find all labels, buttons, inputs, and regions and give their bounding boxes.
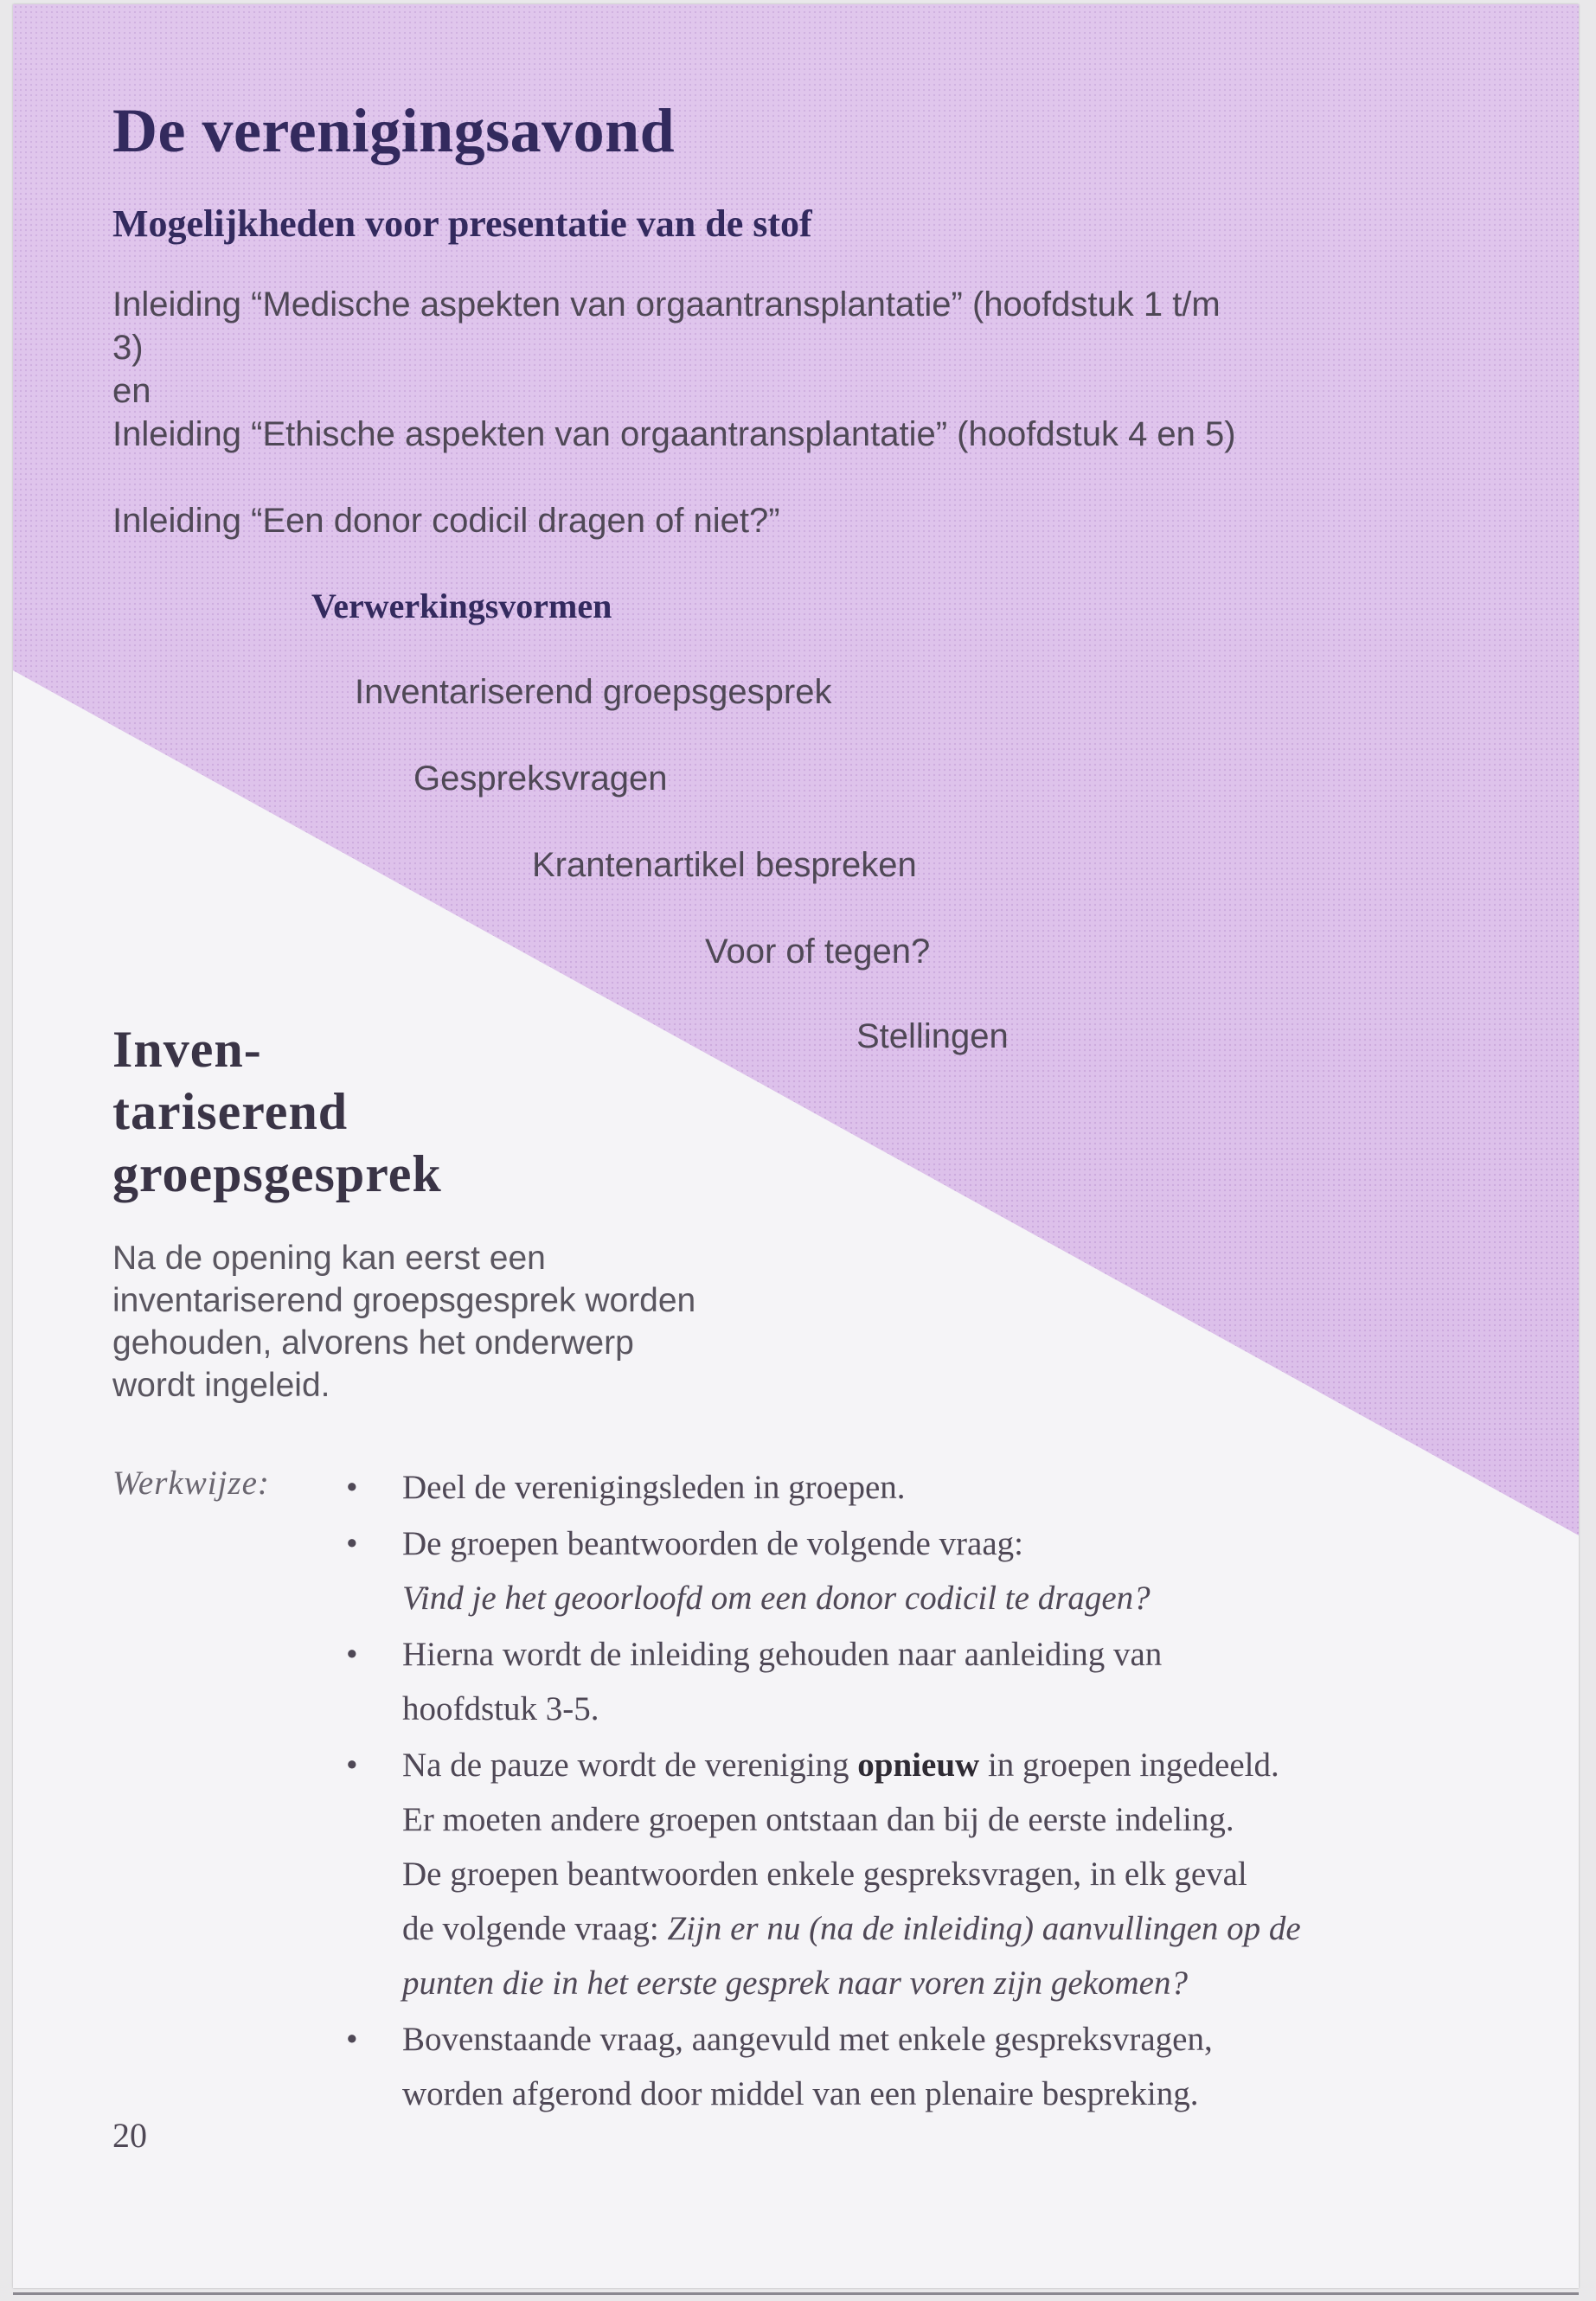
step-question: punten die in het eerste gesprek naar voren zijn gekomen? — [402, 1965, 1188, 2002]
werkwijze-label: Werkwijze: — [112, 1465, 270, 1502]
verwerkingsvorm-item: Krantenartikel bespreken — [532, 846, 917, 884]
step-text: De groepen beantwoorden de volgende vraag: — [402, 1525, 1023, 1562]
intro-line-1: Inleiding “Medische aspekten van orgaantransplantatie” (hoofdstuk 1 t/m — [112, 285, 1221, 324]
list-item — [346, 1460, 1557, 1515]
verwerkingsvorm-item: Inventariserend groepsgesprek — [355, 673, 832, 711]
list-item — [346, 2012, 1557, 2121]
step-text: hoofdstuk 3-5. — [402, 1690, 599, 1727]
list-item — [346, 1627, 1557, 1736]
bullet-icon: • — [346, 1747, 358, 1784]
emphasis-word: opnieuw — [857, 1747, 980, 1784]
intro-line-3: en — [112, 372, 151, 410]
intro-line-4: Inleiding “Ethische aspekten van orgaantransplantatie” (hoofdstuk 4 en 5) — [112, 415, 1236, 453]
page-number: 20 — [112, 2116, 147, 2155]
section-title-line: groepsgesprek — [112, 1145, 442, 1202]
bullet-icon: • — [346, 1525, 358, 1562]
bullet-icon: • — [346, 1636, 358, 1673]
intro-paragraph: Na de opening kan eerst een inventariserend groepsgesprek worden gehouden, alvorens het onderwerp wordt ingeleid. — [112, 1240, 696, 1404]
step-text — [402, 1901, 1557, 1956]
section-title — [112, 1018, 442, 1205]
section-title-line: Inven- — [112, 1021, 262, 1078]
step-text-part: de volgende vraag: — [402, 1910, 668, 1947]
step-text: De groepen beantwoorden enkele gespreksvragen, in elk geval — [402, 1856, 1247, 1893]
werkwijze-list — [346, 1460, 1557, 2123]
intro-line-2: 3) — [112, 329, 144, 367]
document-page — [13, 4, 1579, 2288]
step-text: Er moeten andere groepen ontstaan dan bij de eerste indeling. — [402, 1801, 1234, 1838]
step-text: Hierna wordt de inleiding gehouden naar aanleiding van — [402, 1636, 1163, 1673]
step-text: Bovenstaande vraag, aangevuld met enkele gespreksvragen, — [402, 2021, 1213, 2058]
step-text-part: in groepen ingedeeld. — [979, 1747, 1279, 1784]
intro-line-5: Inleiding “Een donor codicil dragen of niet?” — [112, 502, 780, 540]
step-text: worden afgerond door middel van een plenaire bespreking. — [402, 2075, 1199, 2112]
section-subtitle: Mogelijkheden voor presentatie van de stof — [112, 202, 812, 245]
verwerkingsvormen-heading: Verwerkingsvormen — [311, 586, 612, 625]
step-question: Vind je het geoorloofd om een donor codicil te dragen? — [402, 1580, 1151, 1617]
bullet-icon: • — [346, 1469, 358, 1506]
section-title-line: tariserend — [112, 1083, 349, 1140]
list-item — [346, 1738, 1557, 2010]
step-text-part: Na de pauze wordt de vereniging — [402, 1747, 858, 1784]
bullet-icon: • — [346, 2021, 358, 2058]
step-text — [402, 1738, 1557, 1792]
page-title: De verenigingsavond — [112, 96, 676, 165]
step-question: Zijn er nu (na de inleiding) aanvullingen op de — [667, 1910, 1301, 1947]
verwerkingsvorm-item: Gespreksvragen — [413, 760, 668, 798]
list-item — [346, 1516, 1557, 1625]
step-text: Deel de verenigingsleden in groepen. — [402, 1469, 906, 1506]
verwerkingsvorm-item: Stellingen — [856, 1017, 1009, 1055]
bottom-rule — [13, 2292, 1579, 2295]
verwerkingsvorm-item: Voor of tegen? — [705, 933, 931, 971]
